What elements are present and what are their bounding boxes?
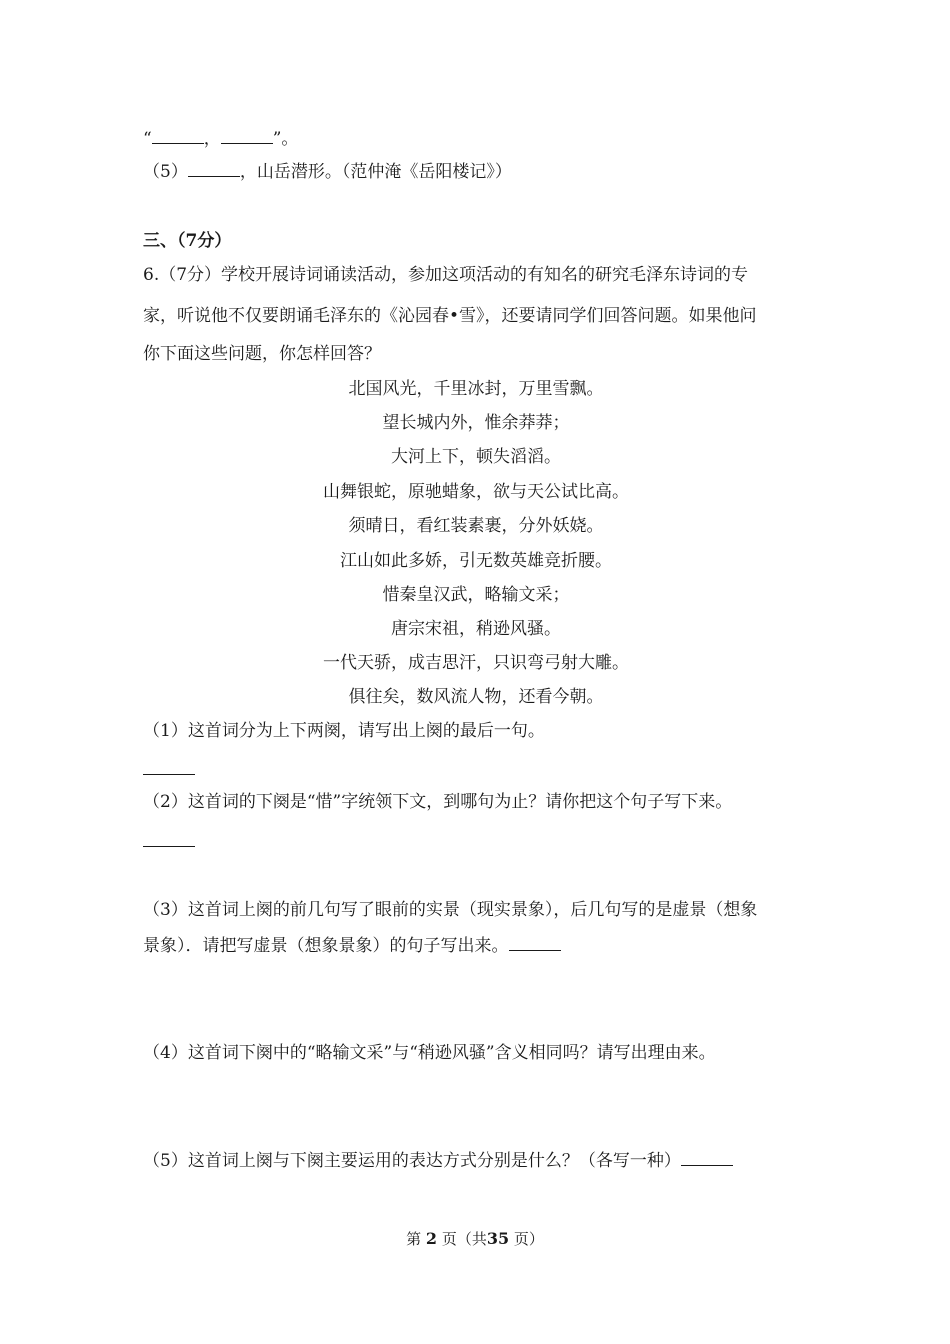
item-text: ，山岳潜形。（范仲淹《岳阳楼记》） <box>239 162 512 182</box>
poem-line: 江山如此多娇，引无数英雄竞折腰。 <box>340 551 612 571</box>
poem-line: 大河上下，顿失滔滔。 <box>391 447 561 467</box>
sub-question-5-text: （5）这首词上阕与下阕主要运用的表达方式分别是什么？（各写一种） <box>143 1151 681 1171</box>
answer-blank[interactable] <box>143 774 195 775</box>
answer-blank[interactable] <box>509 936 561 951</box>
sub-question-3-cont <box>143 935 561 957</box>
question-6-text: 6.（7分）学校开展诗词诵读活动，参加这项活动的有知名的研究毛泽东诗词的专 <box>143 265 749 285</box>
fill-in-quote-line <box>143 128 298 150</box>
answer-blank[interactable] <box>681 1151 733 1166</box>
page-number: 2 <box>425 1229 438 1248</box>
answer-blank[interactable] <box>152 129 204 144</box>
poem-line: 惜秦皇汉武，略输文采； <box>382 585 570 605</box>
section-heading: 三、（7分） <box>143 231 232 251</box>
open-quote: “ <box>143 129 152 149</box>
sub-question-3-text: 景象）．请把写虚景（想象景象）的句子写出来。 <box>143 936 509 956</box>
footer-middle: 页（共 <box>441 1230 487 1248</box>
separator: ， <box>203 129 221 149</box>
footer-suffix: 页） <box>513 1230 544 1248</box>
item-5-line <box>143 161 512 183</box>
sub-question-4: （4）这首词下阕中的“略输文采”与“稍逊风骚”含义相同吗？请写出理由来。 <box>143 1043 716 1063</box>
poem-line: 唐宗宋祖，稍逊风骚。 <box>391 619 561 639</box>
poem-line: 望长城内外，惟余莽莽； <box>382 413 570 433</box>
poem-line: 一代天骄，成吉思汗，只识弯弓射大雕。 <box>323 653 629 673</box>
sub-question-1: （1）这首词分为上下两阕，请写出上阕的最后一句。 <box>143 721 545 741</box>
question-6-text: 家，听说他不仅要朗诵毛泽东的《沁园春•雪》，还要请同学们回答问题。如果他问 <box>143 306 757 326</box>
poem-line: 北国风光，千里冰封，万里雪飘。 <box>348 379 604 399</box>
sub-question-3: （3）这首词上阕的前几句写了眼前的实景（现实景象），后几句写的是虚景（想象 <box>143 900 758 920</box>
poem-line: 俱往矣，数风流人物，还看今朝。 <box>348 687 604 707</box>
sub-question-2: （2）这首词的下阕是“惜”字统领下文，到哪句为止？请你把这个句子写下来。 <box>143 792 733 812</box>
page-footer <box>0 1229 950 1249</box>
poem-line: 山舞银蛇，原驰蜡象，欲与天公试比高。 <box>323 482 629 502</box>
close-quote: ”。 <box>272 129 299 149</box>
answer-blank[interactable] <box>188 162 240 177</box>
sub-question-5 <box>143 1150 733 1172</box>
footer-prefix: 第 <box>406 1230 422 1248</box>
question-6-text: 你下面这些问题，你怎样回答？ <box>143 344 381 364</box>
item-number: （5） <box>143 162 188 182</box>
poem-line: 须晴日，看红装素裹，分外妖娆。 <box>348 516 604 536</box>
total-pages: 35 <box>486 1229 510 1248</box>
answer-blank[interactable] <box>221 129 273 144</box>
answer-blank[interactable] <box>143 846 195 847</box>
